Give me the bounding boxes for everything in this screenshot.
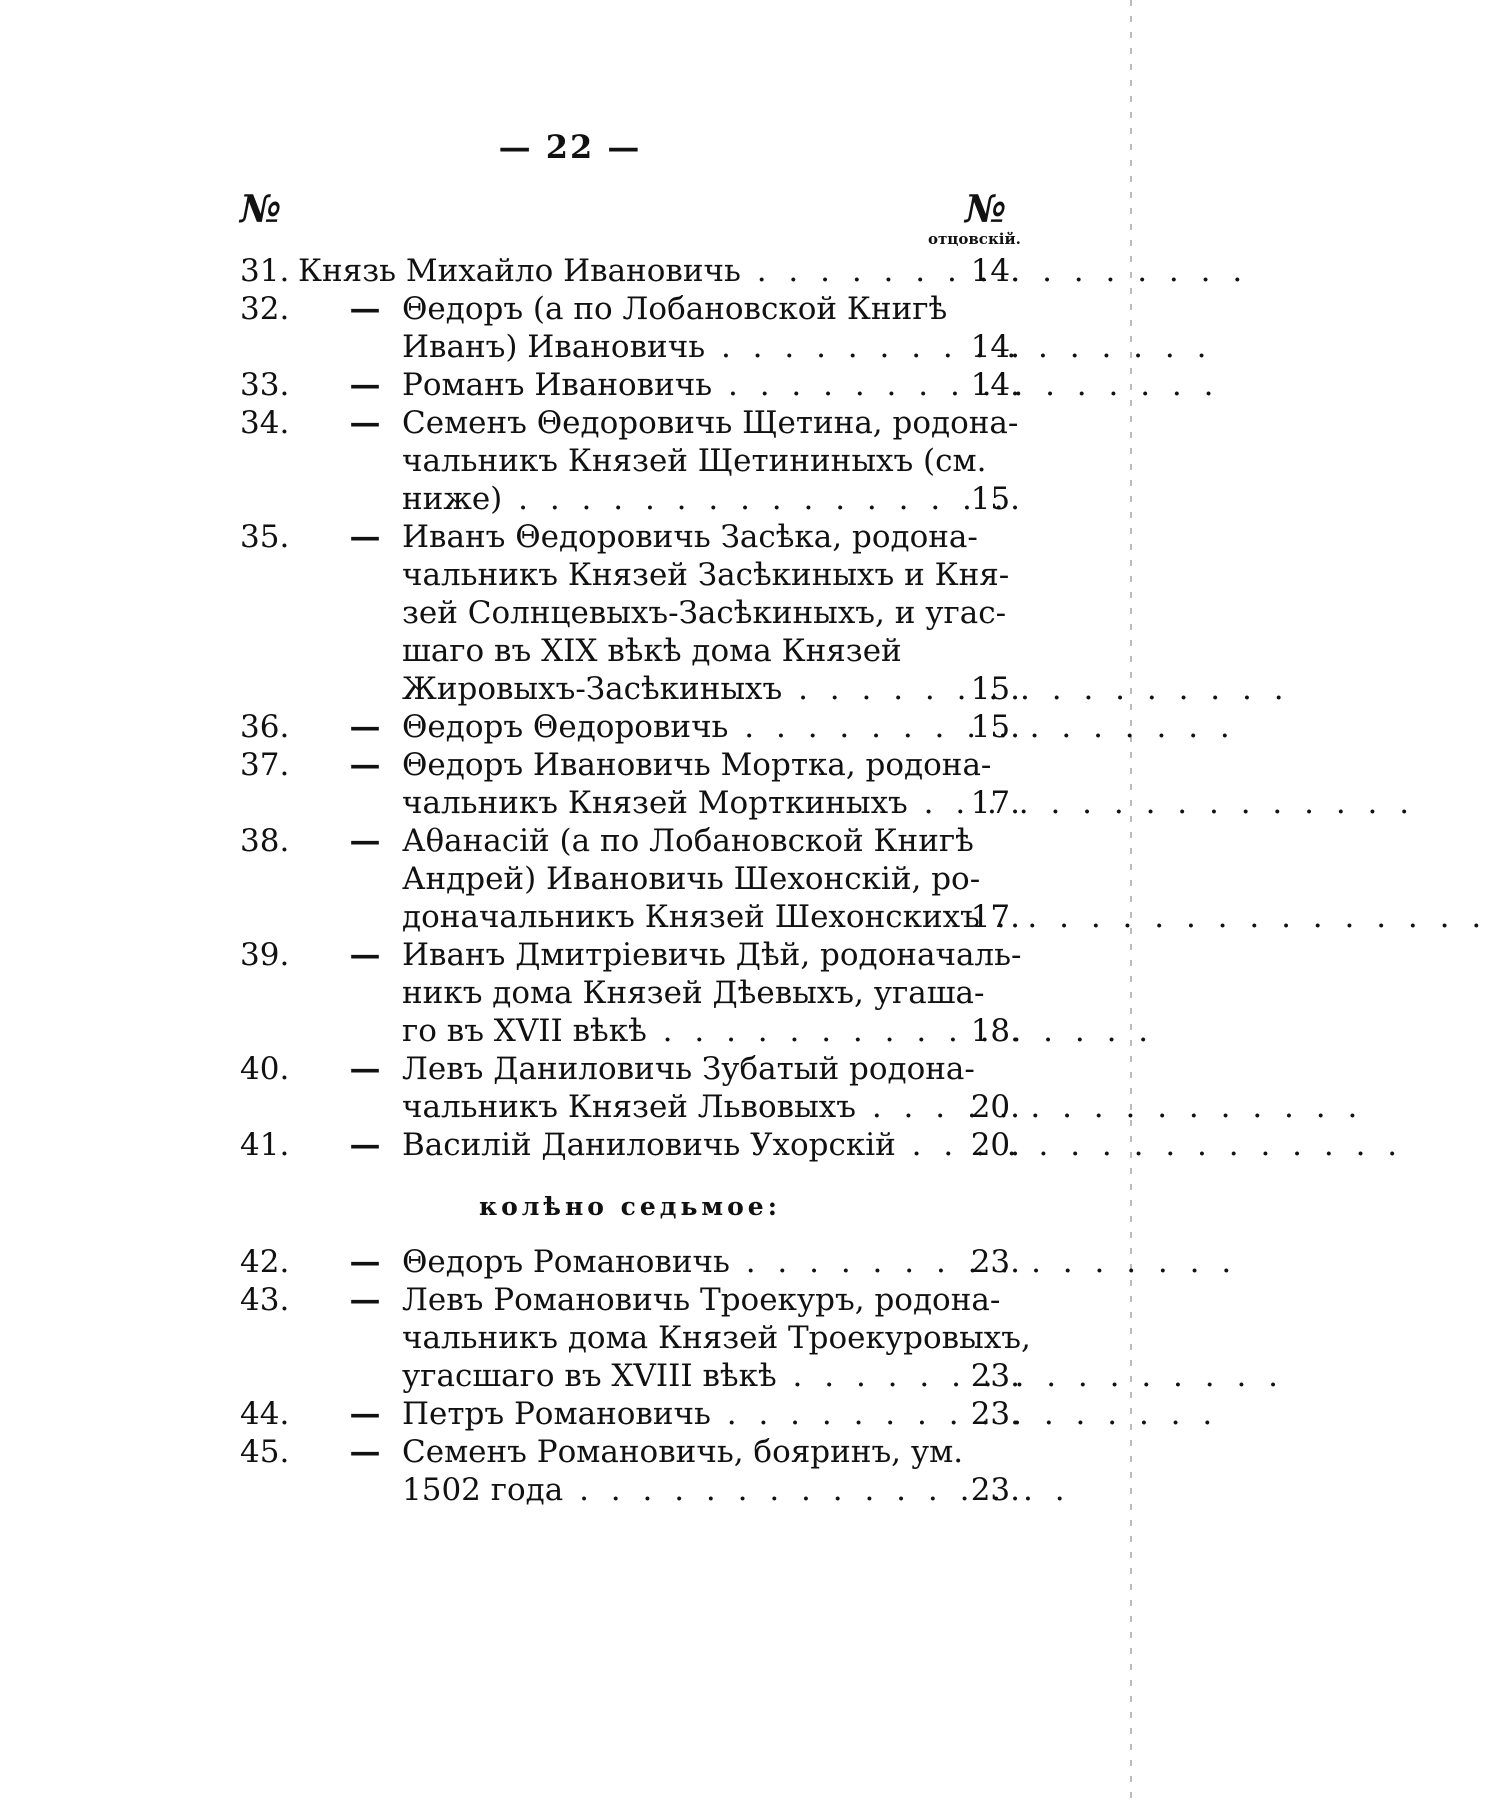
entry-name-line: чальникъ дома Князей Троекуровыхъ,: [402, 1320, 1031, 1356]
entry-name: [402, 1126, 922, 1164]
genealogy-entry: [240, 936, 1020, 1050]
entry-name-line: Семенъ Романовичь, бояринъ, ум.: [402, 1434, 964, 1470]
entry-name-line: чальникъ Князей Щетининыхъ (см.: [402, 443, 987, 479]
entry-dash: —: [349, 291, 381, 327]
genealogy-entry: [240, 290, 1020, 366]
entry-dash: —: [349, 367, 381, 403]
entry-name: [402, 1433, 964, 1509]
genealogy-entry: [240, 518, 1020, 708]
entry-number: 33.: [240, 367, 290, 403]
genealogy-entry: [240, 252, 1020, 290]
column-header-paternal-label: отцовскій.: [928, 230, 1021, 248]
entry-name-line: Романъ Ивановичь . .: [402, 366, 922, 404]
entry-number: 39.: [240, 937, 290, 973]
entry-name: [402, 708, 922, 746]
entry-paternal-ref: 23.: [970, 1358, 1020, 1394]
entry-name-line: Петръ Романовичь . .: [402, 1395, 922, 1433]
entry-name-line: Андрей) Ивановичь Шехонскій, ро-: [402, 861, 981, 897]
entry-name-line: Θедоръ Романовичь . .: [402, 1243, 922, 1281]
entry-dash: —: [349, 405, 381, 441]
entry-number: 36.: [240, 709, 290, 745]
entry-paternal-ref: 23.: [970, 1244, 1020, 1280]
entry-name-line: чальникъ Князей Засѣкиныхъ и Кня-: [402, 557, 1010, 593]
genealogy-entry: [240, 404, 1020, 518]
entry-paternal-ref: 14.: [970, 253, 1020, 289]
entry-dash: —: [349, 1051, 381, 1087]
entry-dash: —: [349, 823, 381, 859]
entry-number: 31.: [240, 253, 290, 289]
entry-name-line: доначальникъ Князей Шехонскихъ . .: [402, 898, 922, 936]
entry-list-second: [240, 1243, 1031, 1509]
entry-paternal-ref: 20.: [970, 1089, 1020, 1125]
entry-name-line: Иванъ) Ивановичь . .: [402, 328, 922, 366]
entry-name-line: Левъ Даниловичь Зубатый родона-: [402, 1051, 975, 1087]
column-header-paternal-number: №: [965, 186, 1007, 231]
entry-name-line: ниже) . .: [402, 480, 922, 518]
entry-paternal-ref: 15.: [970, 671, 1020, 707]
entry-paternal-ref: 18.: [970, 1013, 1020, 1049]
entry-name: [402, 1050, 975, 1126]
entry-number: 42.: [240, 1244, 290, 1280]
entry-name-line: никъ дома Князей Дѣевыхъ, угаша-: [402, 975, 985, 1011]
genealogy-entry: [240, 1050, 1020, 1126]
entry-dash: —: [349, 709, 381, 745]
entry-name-line: чальникъ Князей Морткиныхъ . .: [402, 784, 922, 822]
genealogy-entry: [240, 822, 1020, 936]
entry-name-line: 1502 года . .: [402, 1471, 922, 1509]
entry-name: [402, 822, 981, 936]
entry-name: [402, 366, 922, 404]
entry-name: [402, 1243, 922, 1281]
entry-number: 40.: [240, 1051, 290, 1087]
entry-name-line: Левъ Романовичь Троекуръ, родона-: [402, 1282, 1001, 1318]
entry-number: 41.: [240, 1127, 290, 1163]
genealogy-entries: [240, 252, 1031, 1509]
entry-name-line: Θедоръ Ивановичь Мортка, родона-: [402, 747, 992, 783]
entry-paternal-ref: 14.: [970, 367, 1020, 403]
entry-paternal-ref: 23.: [970, 1472, 1020, 1508]
entry-number: 32.: [240, 291, 290, 327]
entry-name: [298, 252, 922, 290]
genealogy-entry: [240, 366, 1020, 404]
entry-paternal-ref: 17.: [970, 785, 1020, 821]
entry-list-first: [240, 252, 1020, 1164]
entry-name: [402, 1395, 922, 1433]
entry-name: [402, 290, 948, 366]
entry-dash: —: [349, 519, 381, 555]
entry-number: 45.: [240, 1434, 290, 1470]
column-header-number: №: [240, 186, 282, 231]
genealogy-entry: [240, 1395, 1020, 1433]
entry-number: 35.: [240, 519, 290, 555]
entry-dash: —: [349, 1434, 381, 1470]
entry-paternal-ref: 14.: [970, 329, 1020, 365]
entry-name: [402, 746, 992, 822]
entry-name-line: Аθанасій (а по Лобановской Книгѣ: [402, 823, 974, 859]
genealogy-entry: [240, 708, 1020, 746]
entry-number: 38.: [240, 823, 290, 859]
entry-name-line: Василій Даниловичь Ухорскій . .: [402, 1126, 922, 1164]
entry-name-line: угасшаго въ XVIII вѣкѣ . .: [402, 1357, 922, 1395]
entry-number: 43.: [240, 1282, 290, 1318]
entry-paternal-ref: 17.: [970, 899, 1020, 935]
entry-paternal-ref: 23.: [970, 1396, 1020, 1432]
genealogy-entry: [240, 1433, 1020, 1509]
entry-number: 44.: [240, 1396, 290, 1432]
genealogy-entry: [240, 1243, 1020, 1281]
entry-name-line: Иванъ Θедоровичь Засѣкa, родона-: [402, 519, 978, 555]
entry-dash: —: [349, 1396, 381, 1432]
entry-paternal-ref: 15.: [970, 481, 1020, 517]
genealogy-entry: [240, 1126, 1020, 1164]
genealogy-entry: [240, 746, 1020, 822]
entry-name-line: Князь Михайло Ивановичь . .: [298, 252, 922, 290]
entry-name-line: чальникъ Князей Львовыхъ . .: [402, 1088, 922, 1126]
entry-name-line: Семенъ Θедоровичь Щетина, родона-: [402, 405, 1019, 441]
page-number: — 22 —: [498, 128, 642, 166]
entry-name-line: шаго въ XIX вѣкѣ дома Князей: [402, 633, 902, 669]
entry-dash: —: [349, 1244, 381, 1280]
entry-paternal-ref: 20.: [970, 1127, 1020, 1163]
entry-name-line: Иванъ Дмитріевичь Дѣй, родоначаль-: [402, 937, 1022, 973]
entry-name-line: Θедоръ Θедоровичь . .: [402, 708, 922, 746]
entry-dash: —: [349, 1127, 381, 1163]
entry-name-line: зей Солнцевыхъ-Засѣкиныхъ, и угас-: [402, 595, 1007, 631]
entry-dash: —: [349, 747, 381, 783]
genealogy-entry: [240, 1281, 1031, 1395]
entry-dash: —: [349, 1282, 381, 1318]
entry-number: 34.: [240, 405, 290, 441]
section-heading: колѣно седьмое:: [479, 1192, 781, 1221]
entry-dash: —: [349, 937, 381, 973]
entry-name-line: го въ XVII вѣкѣ . .: [402, 1012, 922, 1050]
entry-name-line: Жировыхъ-Засѣкиныхъ . .: [402, 670, 922, 708]
entry-number: 37.: [240, 747, 290, 783]
entry-name-line: Θедоръ (а по Лобановской Книгѣ: [402, 291, 948, 327]
entry-paternal-ref: 15.: [970, 709, 1020, 745]
